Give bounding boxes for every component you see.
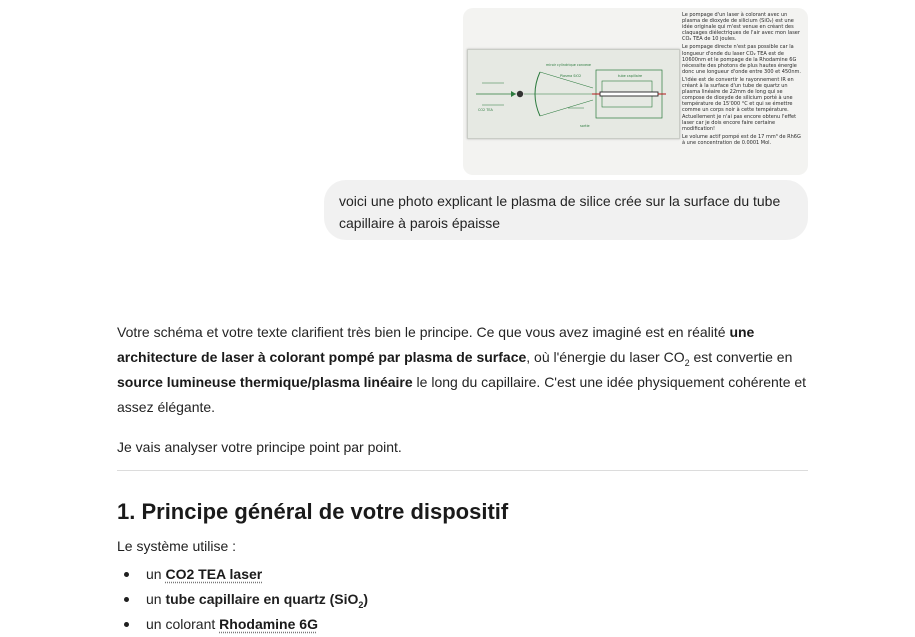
p1-text: est convertie en [689, 349, 793, 365]
p1-subscript: 2 [684, 357, 690, 368]
photo-caption-note [682, 12, 804, 148]
list-item [117, 587, 368, 612]
sketch-label-out: sortie [580, 124, 590, 128]
item-bold-capillary: tube capillaire en quartz (SiO [165, 591, 359, 607]
sketch-photo [467, 49, 680, 139]
item-bold-tail: ) [363, 591, 369, 607]
p1-text: , où l'énergie du laser CO [526, 349, 685, 365]
note-paragraph: L'idée est de convertir le rayonnement IR en créant à la surface d'un tube de quartz un plasma linéaire de 22mm de long qui se compose de dioxyde de silicium porté à une température de 15'000 °C et qui se émettre comme un corps noir à cette température. Actuellement je n'ai pas encore obtenu l'effet laser car je dois encore faire certaine modification! [682, 76, 797, 132]
user-message-text: voici une photo explicant le plasma de silice crée sur la surface du tube capillaire à parois épaisse [339, 193, 781, 231]
component-list [117, 562, 368, 637]
attached-image[interactable] [463, 8, 808, 175]
item-prefix: un colorant [146, 616, 220, 632]
list-item [117, 612, 368, 637]
note-paragraph: Le pompage d'un laser à colorant avec un plasma de dioxyde de silicium (SiO₂) est une idée originale qui m'est venue en créant des claquages diélectriques de l'air avec mon laser CO₂ TEA de 10 joules. [682, 12, 800, 43]
response-paragraph-2: Je vais analyser votre principe point par point. [117, 439, 402, 455]
response-paragraph-1 [117, 320, 808, 420]
p1-bold-source: source lumineuse thermique/plasma linéaire [117, 374, 413, 390]
item-prefix: un [146, 566, 166, 582]
p1-text: Votre schéma et votre texte clarifient très bien le principe. Ce que vous avez imaginé est en réalité [117, 324, 730, 340]
item-link-co2-tea-laser[interactable]: CO2 TEA laser [165, 566, 263, 582]
note-paragraph: à une concentration de 0.0001 Mol. [682, 139, 772, 146]
section-divider [117, 470, 808, 471]
sketch-label-cell: tube capillaire [618, 74, 643, 78]
sketch-label-mirror: miroir cylindrique convexe [546, 63, 592, 67]
p1-bold-architecture: une architecture de laser à colorant pompé par plasma de surface [117, 324, 755, 365]
sketch-label-laser: CO2 TEA [478, 108, 493, 112]
item-subscript: 2 [358, 599, 364, 610]
list-item [117, 562, 368, 587]
item-link-rhodamine[interactable]: Rhodamine 6G [219, 616, 318, 632]
p1-text: le long du capillaire. C'est une idée physiquement cohérente et assez élégante. [117, 374, 807, 415]
user-message-bubble [324, 180, 808, 240]
item-prefix: un [146, 591, 166, 607]
note-paragraph: Le volume actif pompé est de 17 mm³ de Rh6G [682, 133, 801, 140]
section-heading: 1. Principe général de votre dispositif [117, 499, 509, 524]
list-intro: Le système utilise : [117, 538, 237, 554]
sketch-label-plasma: Plasma SiO2 [560, 74, 582, 78]
note-paragraph: Le pompage directe n'est pas possible car la longueur d'onde du laser CO₂ TEA est de 10600nm et le pompage de la Rhodamine 6G nécessite des photons de plus hautes énergie donc une longueur d'onde entre 300 et 450nm. [682, 44, 801, 75]
